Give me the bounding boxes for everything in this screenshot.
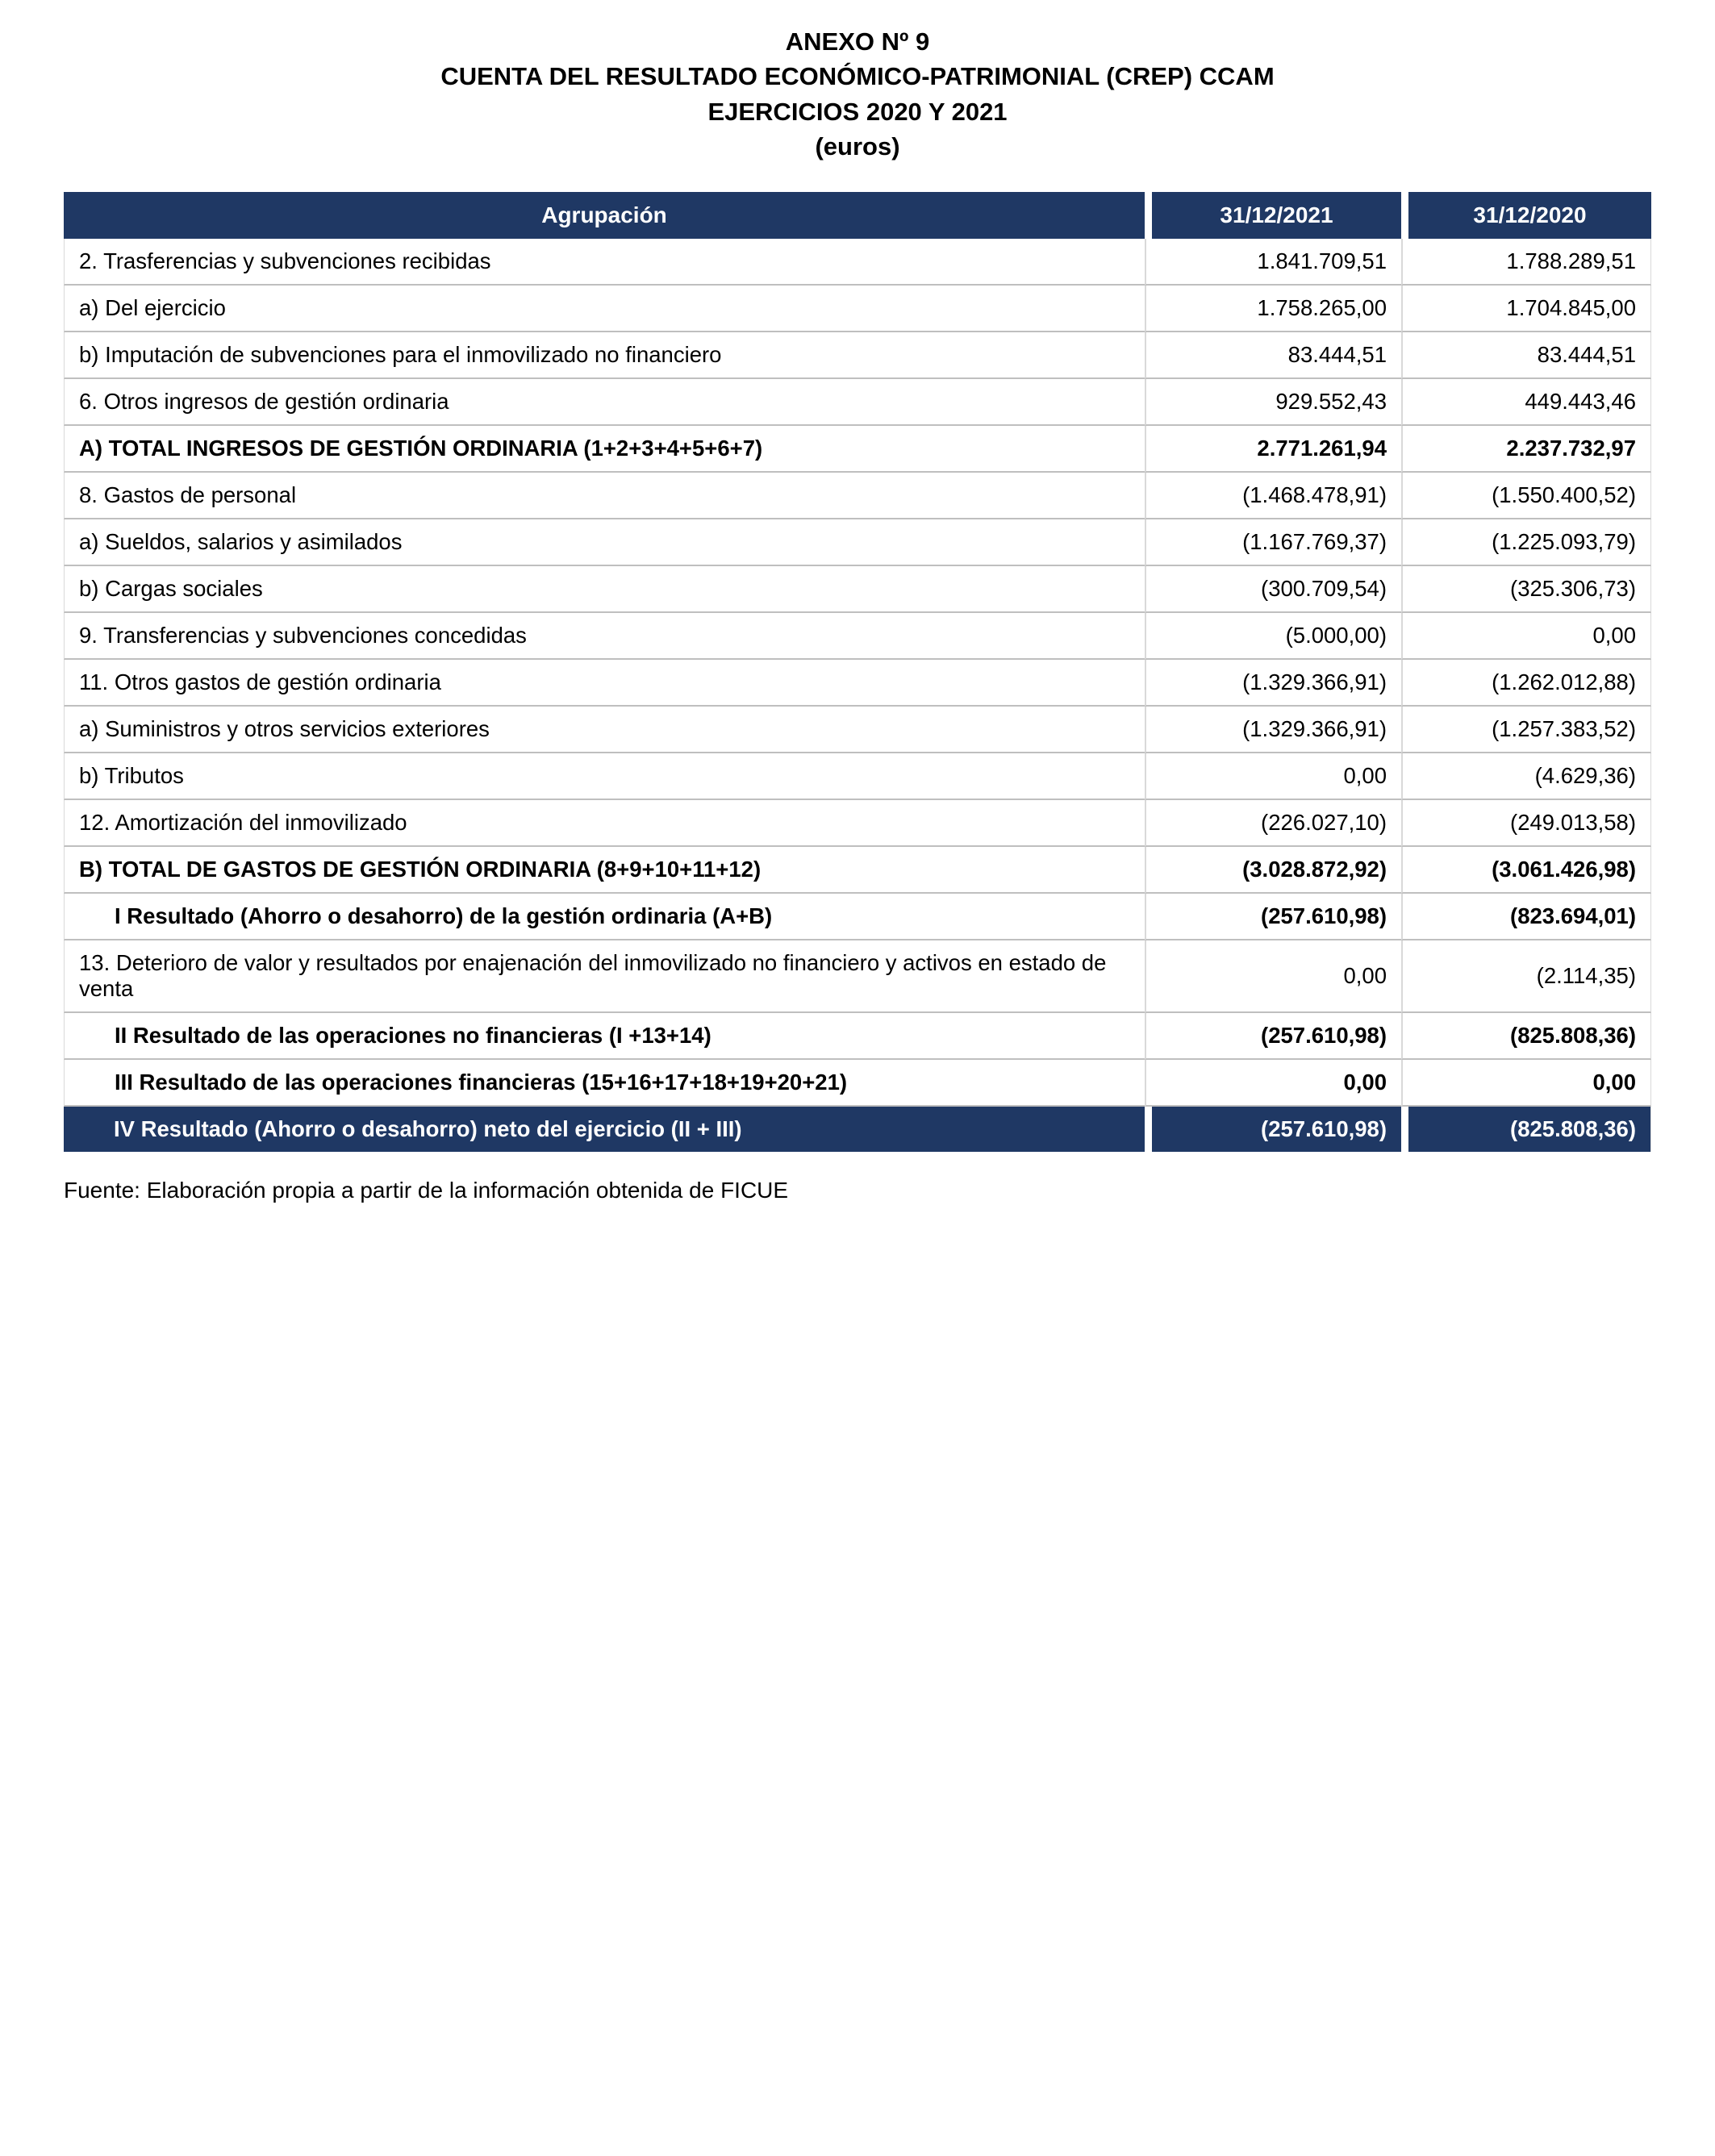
table-row: [64, 1013, 1651, 1060]
value-2021: (300.709,54): [1145, 566, 1401, 613]
table-row: [64, 473, 1651, 519]
header-agrupacion: Agrupación: [64, 192, 1145, 239]
table-row: [64, 613, 1651, 660]
table-row: [64, 239, 1651, 286]
value-2020: (825.808,36): [1401, 1107, 1651, 1152]
value-2021: (3.028.872,92): [1145, 847, 1401, 894]
value-2021: (226.027,10): [1145, 800, 1401, 847]
value-2021: (1.329.366,91): [1145, 660, 1401, 707]
table-row: [64, 847, 1651, 894]
table-row: [64, 660, 1651, 707]
value-2020: (249.013,58): [1401, 800, 1651, 847]
source-note: Fuente: Elaboración propia a partir de la información obtenida de FICUE: [64, 1177, 789, 1203]
value-2020: (1.262.012,88): [1401, 660, 1651, 707]
value-2021: (257.610,98): [1145, 894, 1401, 940]
header-row: [64, 192, 1651, 239]
value-2020: (1.550.400,52): [1401, 473, 1651, 519]
title-line-1: ANEXO Nº 9: [785, 27, 930, 56]
value-2021: 1.758.265,00: [1145, 286, 1401, 332]
value-2021: (5.000,00): [1145, 613, 1401, 660]
row-label: a) Suministros y otros servicios exteriores: [64, 707, 1145, 753]
value-2021: 0,00: [1145, 753, 1401, 800]
table-row: [64, 707, 1651, 753]
value-2020: (1.257.383,52): [1401, 707, 1651, 753]
table-body: [64, 239, 1651, 1152]
value-2021: 1.841.709,51: [1145, 239, 1401, 286]
table-row: [64, 332, 1651, 379]
value-2020: 2.237.732,97: [1401, 426, 1651, 473]
value-2020: 83.444,51: [1401, 332, 1651, 379]
value-2021: (1.468.478,91): [1145, 473, 1401, 519]
table-row: [64, 426, 1651, 473]
value-2021: 0,00: [1145, 940, 1401, 1013]
value-2021: 0,00: [1145, 1060, 1401, 1107]
table-row: [64, 379, 1651, 426]
row-label: b) Cargas sociales: [64, 566, 1145, 613]
value-2020: (1.225.093,79): [1401, 519, 1651, 566]
table-row: [64, 894, 1651, 940]
row-label: a) Del ejercicio: [64, 286, 1145, 332]
header-date-2020: 31/12/2020: [1401, 192, 1651, 239]
table-row: [64, 753, 1651, 800]
table-row: [64, 1107, 1651, 1152]
row-label: 9. Transferencias y subvenciones concedidas: [64, 613, 1145, 660]
value-2020: (825.808,36): [1401, 1013, 1651, 1060]
value-2020: (823.694,01): [1401, 894, 1651, 940]
row-label: I Resultado (Ahorro o desahorro) de la gestión ordinaria (A+B): [64, 894, 1145, 940]
row-label: b) Tributos: [64, 753, 1145, 800]
header-date-2021: 31/12/2021: [1145, 192, 1401, 239]
value-2021: (1.167.769,37): [1145, 519, 1401, 566]
value-2020: 1.704.845,00: [1401, 286, 1651, 332]
value-2020: (2.114,35): [1401, 940, 1651, 1013]
value-2020: (4.629,36): [1401, 753, 1651, 800]
value-2020: 0,00: [1401, 1060, 1651, 1107]
row-label: a) Sueldos, salarios y asimilados: [64, 519, 1145, 566]
row-label: A) TOTAL INGRESOS DE GESTIÓN ORDINARIA (1+2+3+4+5+6+7): [64, 426, 1145, 473]
value-2021: (257.610,98): [1145, 1107, 1401, 1152]
crep-table: [64, 192, 1651, 1152]
row-label: 6. Otros ingresos de gestión ordinaria: [64, 379, 1145, 426]
value-2021: 929.552,43: [1145, 379, 1401, 426]
row-label: 12. Amortización del inmovilizado: [64, 800, 1145, 847]
row-label: b) Imputación de subvenciones para el inmovilizado no financiero: [64, 332, 1145, 379]
row-label: B) TOTAL DE GASTOS DE GESTIÓN ORDINARIA (8+9+10+11+12): [64, 847, 1145, 894]
row-label: 13. Deterioro de valor y resultados por enajenación del inmovilizado no financiero y activos en estado de venta: [64, 940, 1145, 1013]
table-row: [64, 286, 1651, 332]
value-2021: (257.610,98): [1145, 1013, 1401, 1060]
table-row: [64, 1060, 1651, 1107]
value-2020: (3.061.426,98): [1401, 847, 1651, 894]
row-label: II Resultado de las operaciones no financieras (I +13+14): [64, 1013, 1145, 1060]
table-row: [64, 940, 1651, 1013]
table-row: [64, 566, 1651, 613]
value-2020: 1.788.289,51: [1401, 239, 1651, 286]
title-line-2: CUENTA DEL RESULTADO ECONÓMICO-PATRIMONIAL (CREP) CCAM: [440, 62, 1275, 91]
value-2021: (1.329.366,91): [1145, 707, 1401, 753]
title-line-4: (euros): [815, 132, 900, 161]
title-line-3: EJERCICIOS 2020 Y 2021: [707, 97, 1008, 126]
row-label: 8. Gastos de personal: [64, 473, 1145, 519]
table-row: [64, 519, 1651, 566]
table-row: [64, 800, 1651, 847]
row-label: III Resultado de las operaciones financieras (15+16+17+18+19+20+21): [64, 1060, 1145, 1107]
row-label: 11. Otros gastos de gestión ordinaria: [64, 660, 1145, 707]
document-title: [0, 24, 1715, 165]
value-2021: 2.771.261,94: [1145, 426, 1401, 473]
row-label: IV Resultado (Ahorro o desahorro) neto del ejercicio (II + III): [64, 1107, 1145, 1152]
value-2021: 83.444,51: [1145, 332, 1401, 379]
table-header: [64, 192, 1651, 239]
value-2020: 0,00: [1401, 613, 1651, 660]
value-2020: 449.443,46: [1401, 379, 1651, 426]
row-label: 2. Trasferencias y subvenciones recibidas: [64, 239, 1145, 286]
value-2020: (325.306,73): [1401, 566, 1651, 613]
